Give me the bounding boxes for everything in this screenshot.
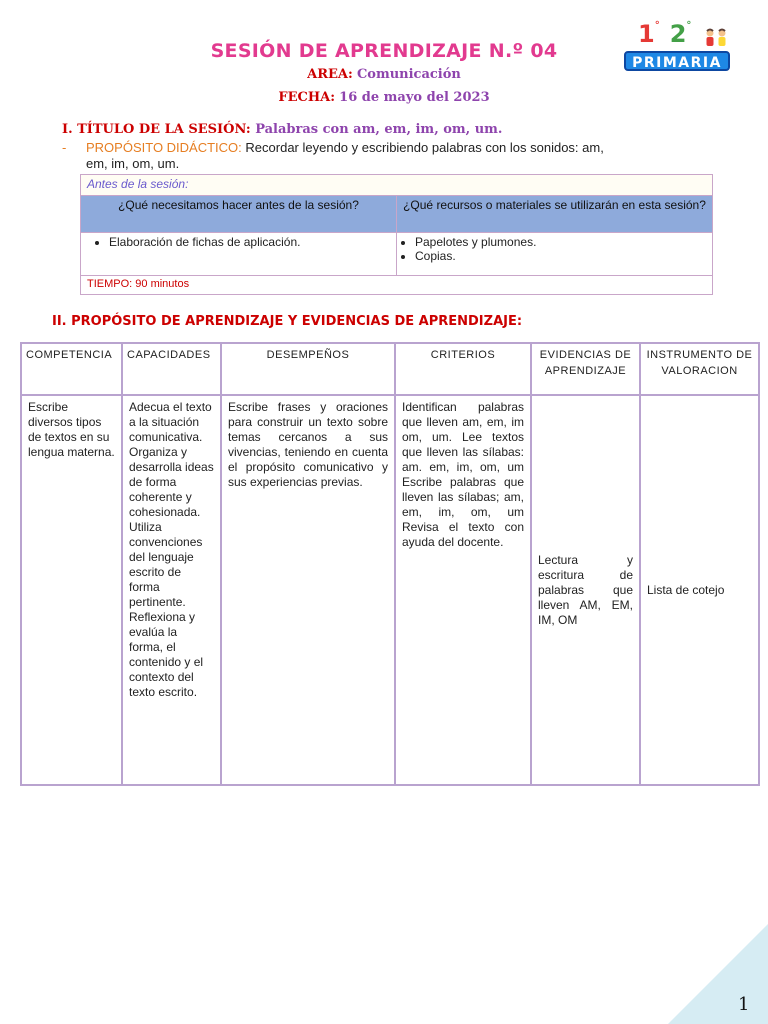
primaria-banner: PRIMARIA: [624, 51, 730, 71]
antes-recurso-item: • Papelotes y plumones.: [415, 235, 706, 249]
header-evidencias: EVIDENCIAS DE APRENDIZAJE: [531, 343, 640, 395]
cell-capacidades: Adecua el texto a la situación comunicativa. Organiza y desarrolla ideas de forma coherente y cohesionada. Utiliza convenciones del lenguaje escrito de forma pertinente. Reflexiona y evalúa la forma, el contenido y el contexto del texto escrito.: [122, 395, 221, 785]
cell-competencia: Escribe diversos tipos de textos en su lengua materna.: [21, 395, 122, 785]
proposito-text-2: em, im, om, um.: [86, 156, 180, 171]
section-one-title: [62, 122, 502, 137]
tiempo-label: TIEMPO: 90 minutos: [81, 276, 713, 295]
section-two-title: II. PROPÓSITO DE APRENDIZAJE Y EVIDENCIAS DE APRENDIZAJE:: [52, 314, 523, 329]
fecha-label: FECHA:: [278, 90, 336, 105]
proposito-dash: -: [62, 140, 67, 155]
grade-two: 2: [669, 20, 687, 48]
corner-triangle-decoration: [668, 924, 768, 1024]
grade-one: 1: [638, 20, 655, 48]
antes-recurso-item: • Copias.: [415, 249, 706, 263]
grade-digits: 1° 2°: [638, 20, 692, 48]
fecha-value: 16 de mayo del 2023: [339, 90, 490, 105]
header-desempenos: DESEMPEÑOS: [221, 343, 395, 395]
fecha-line: [0, 90, 768, 105]
header-instrumento: INSTRUMENTO DE VALORACION: [640, 343, 759, 395]
antes-label: Antes de la sesión:: [81, 175, 713, 196]
section-one-label: I. TÍTULO DE LA SESIÓN:: [62, 122, 251, 137]
cell-evidencias: Lectura y escritura de palabras que lleven AM, EM, IM, OM: [531, 395, 640, 785]
cell-criterios: Identifican palabras que lleven am, em, im om, um. Lee textos que lleven las sílabas: am. em, im, om, um Escribe palabras que lleven las sílabas; am, em, im, om, um Revisa el texto con ayuda del docente.: [395, 395, 531, 785]
area-value: Comunicación: [356, 67, 461, 82]
header-capacidades: CAPACIDADES: [122, 343, 221, 395]
table-row: [21, 395, 759, 785]
antes-header-recursos: ¿Qué recursos o materiales se utilizarán en esta sesión?: [397, 196, 713, 233]
session-title: SESIÓN DE APRENDIZAJE N.º 04: [210, 40, 558, 62]
proposito-label: PROPÓSITO DIDÁCTICO:: [86, 140, 242, 155]
proposito-didactico: [62, 140, 714, 172]
cell-desempenos: Escribe frases y oraciones para construir un texto sobre temas cercanos a sus vivencias, teniendo en cuenta el propósito comunicativo y sus experiencias previas.: [221, 395, 395, 785]
proposito-table: [20, 342, 760, 786]
antes-recursos-cell: [397, 233, 713, 276]
proposito-text-1: Recordar leyendo y escribiendo palabras con los sonidos: am,: [245, 140, 604, 155]
section-one-value: Palabras con am, em, im, om, um.: [255, 122, 503, 137]
area-label: AREA:: [307, 67, 353, 82]
cell-instrumento: Lista de cotejo: [640, 395, 759, 785]
antes-hacer-cell: [81, 233, 397, 276]
antes-hacer-item: • Elaboración de fichas de aplicación.: [109, 235, 390, 249]
table-header-row: [21, 343, 759, 395]
header-competencia: COMPETENCIA: [21, 343, 122, 395]
antes-sesion-table: [80, 174, 713, 295]
page-number: 1: [738, 994, 750, 1015]
antes-header-hacer: ¿Qué necesitamos hacer antes de la sesión?: [81, 196, 397, 233]
header-criterios: CRITERIOS: [395, 343, 531, 395]
children-icon: [704, 28, 730, 50]
primaria-logo: [622, 20, 732, 74]
